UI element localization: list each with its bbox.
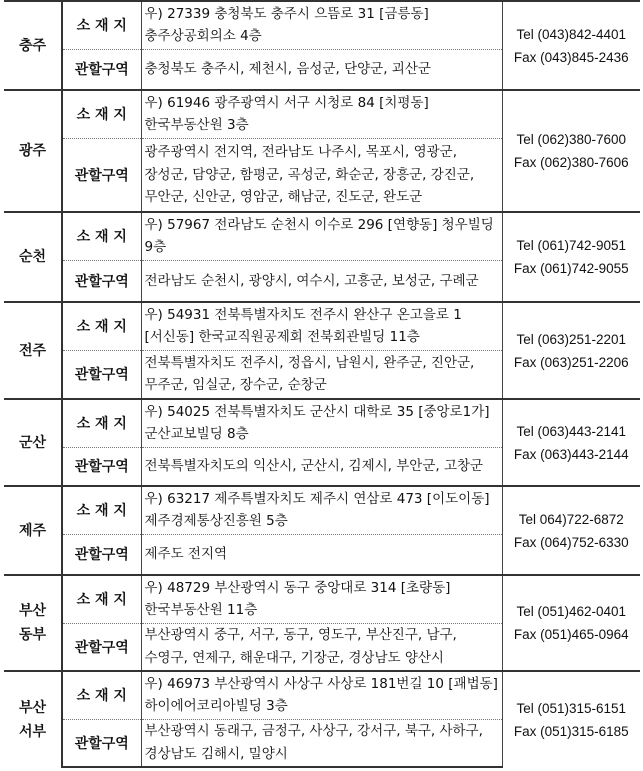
- phone-info: [502, 1, 640, 90]
- address-value: 우) 46973 부산광역시 사상구 사상로 181번길 10 [괘법동] 하이에어코리아빌딩 3층: [141, 671, 502, 719]
- fax-number: Fax (043)845-2436: [513, 49, 629, 65]
- fax-number: Fax (051)315-6185: [513, 723, 629, 739]
- fax-number: Fax (063)443-2144: [513, 446, 629, 462]
- tel-number: Tel (063)251-2201: [516, 331, 627, 347]
- address-label: 소 재 지: [62, 575, 141, 623]
- jurisdiction-value: 부산광역시 중구, 서구, 동구, 영도구, 부산진구, 남구, 수영구, 연제구, 해운대구, 기장군, 경상남도 양산시: [141, 623, 502, 671]
- jurisdiction-value: 제주도 전지역: [141, 534, 502, 575]
- jurisdiction-label: 관할구역: [62, 534, 141, 575]
- region-name: 부산 동부: [4, 575, 62, 671]
- phone-info: [502, 575, 640, 671]
- jurisdiction-label: 관할구역: [62, 350, 141, 399]
- address-row: [4, 575, 640, 623]
- phone-info: [502, 302, 640, 399]
- jurisdiction-value: 부산광역시 동래구, 금정구, 사상구, 강서구, 북구, 사하구, 경상남도 김해시, 밀양시: [141, 719, 502, 767]
- jurisdiction-value: 광주광역시 전지역, 전라남도 나주시, 목포시, 영광군, 장성군, 담양군, 함평군, 곡성군, 화순군, 장흥군, 강진군, 무안군, 신안군, 영암군, 해남군, 진도군, 완도군: [141, 138, 502, 212]
- address-row: [4, 90, 640, 138]
- fax-number: Fax (063)251-2206: [513, 354, 629, 370]
- address-value: 우) 57967 전라남도 순천시 이수로 296 [연향동] 청우빌딩 9층: [141, 212, 502, 260]
- office-group-busan-east: [4, 575, 640, 671]
- address-row: [4, 302, 640, 350]
- region-name: 광주: [4, 90, 62, 212]
- address-row: [4, 212, 640, 260]
- region-name: 순천: [4, 212, 62, 302]
- jurisdiction-label: 관할구역: [62, 623, 141, 671]
- address-value: 우) 61946 광주광역시 서구 시청로 84 [치평동] 한국부동산원 3층: [141, 90, 502, 138]
- region-name: 제주: [4, 486, 62, 575]
- fax-number: Fax (062)380-7606: [513, 155, 629, 170]
- address-row: [4, 399, 640, 447]
- fax-number: Fax (061)742-9055: [513, 261, 629, 276]
- jurisdiction-value: 전북특별자치도의 익산시, 군산시, 김제시, 부안군, 고창군: [141, 447, 502, 486]
- address-value: 우) 27339 충청북도 충주시 으뜸로 31 [금릉동] 충주상공회의소 4층: [141, 1, 502, 49]
- office-table: [4, 0, 640, 768]
- region-name: 군산: [4, 399, 62, 486]
- address-label: 소 재 지: [62, 90, 141, 138]
- tel-number: Tel (043)842-4401: [516, 26, 627, 42]
- fax-number: Fax (051)465-0964: [513, 627, 629, 642]
- phone-info: [502, 399, 640, 486]
- tel-number: Tel (061)742-9051: [516, 238, 627, 253]
- address-label: 소 재 지: [62, 1, 141, 49]
- tel-number: Tel 064)722-6872: [518, 511, 624, 527]
- address-value: 우) 54931 전북특별자치도 전주시 완산구 온고을로 1 [서신동] 한국교직원공제회 전북회관빌딩 11층: [141, 302, 502, 350]
- region-name: 전주: [4, 302, 62, 399]
- tel-number: Tel (063)443-2141: [516, 423, 627, 439]
- region-name: 부산 서부: [4, 671, 62, 767]
- office-group-jeonju: [4, 302, 640, 399]
- jurisdiction-value: 충청북도 충주시, 제천시, 음성군, 단양군, 괴산군: [141, 49, 502, 90]
- tel-number: Tel (051)315-6151: [516, 700, 627, 716]
- address-row: [4, 671, 640, 719]
- tel-number: Tel (051)462-0401: [516, 604, 627, 619]
- address-value: 우) 48729 부산광역시 동구 중앙대로 314 [초량동] 한국부동산원 11층: [141, 575, 502, 623]
- phone-info: [502, 486, 640, 575]
- address-value: 우) 54025 전북특별자치도 군산시 대학로 35 [중앙로1가] 군산교보빌딩 8층: [141, 399, 502, 447]
- jurisdiction-label: 관할구역: [62, 260, 141, 302]
- phone-info: [502, 671, 640, 767]
- office-group-gunsan: [4, 399, 640, 486]
- jurisdiction-value: 전북특별자치도 전주시, 정읍시, 남원시, 완주군, 진안군, 무주군, 임실군, 장수군, 순창군: [141, 350, 502, 399]
- address-value: 우) 63217 제주특별자치도 제주시 연삼로 473 [이도이동] 제주경제통상진흥원 5층: [141, 486, 502, 534]
- tel-number: Tel (062)380-7600: [516, 132, 627, 147]
- address-label: 소 재 지: [62, 302, 141, 350]
- office-group-suncheon: [4, 212, 640, 302]
- jurisdiction-label: 관할구역: [62, 719, 141, 767]
- address-label: 소 재 지: [62, 671, 141, 719]
- region-name: 충주: [4, 1, 62, 90]
- office-group-gwangju: [4, 90, 640, 212]
- address-label: 소 재 지: [62, 486, 141, 534]
- jurisdiction-value: 전라남도 순천시, 광양시, 여수시, 고흥군, 보성군, 구례군: [141, 260, 502, 302]
- office-group-chungju: [4, 1, 640, 90]
- office-group-jeju: [4, 486, 640, 575]
- jurisdiction-label: 관할구역: [62, 49, 141, 90]
- address-label: 소 재 지: [62, 399, 141, 447]
- jurisdiction-label: 관할구역: [62, 138, 141, 212]
- office-group-busan-west: [4, 671, 640, 767]
- address-row: [4, 486, 640, 534]
- phone-info: [502, 212, 640, 302]
- jurisdiction-label: 관할구역: [62, 447, 141, 486]
- address-label: 소 재 지: [62, 212, 141, 260]
- address-row: [4, 1, 640, 49]
- fax-number: Fax (064)752-6330: [513, 534, 629, 550]
- phone-info: [502, 90, 640, 212]
